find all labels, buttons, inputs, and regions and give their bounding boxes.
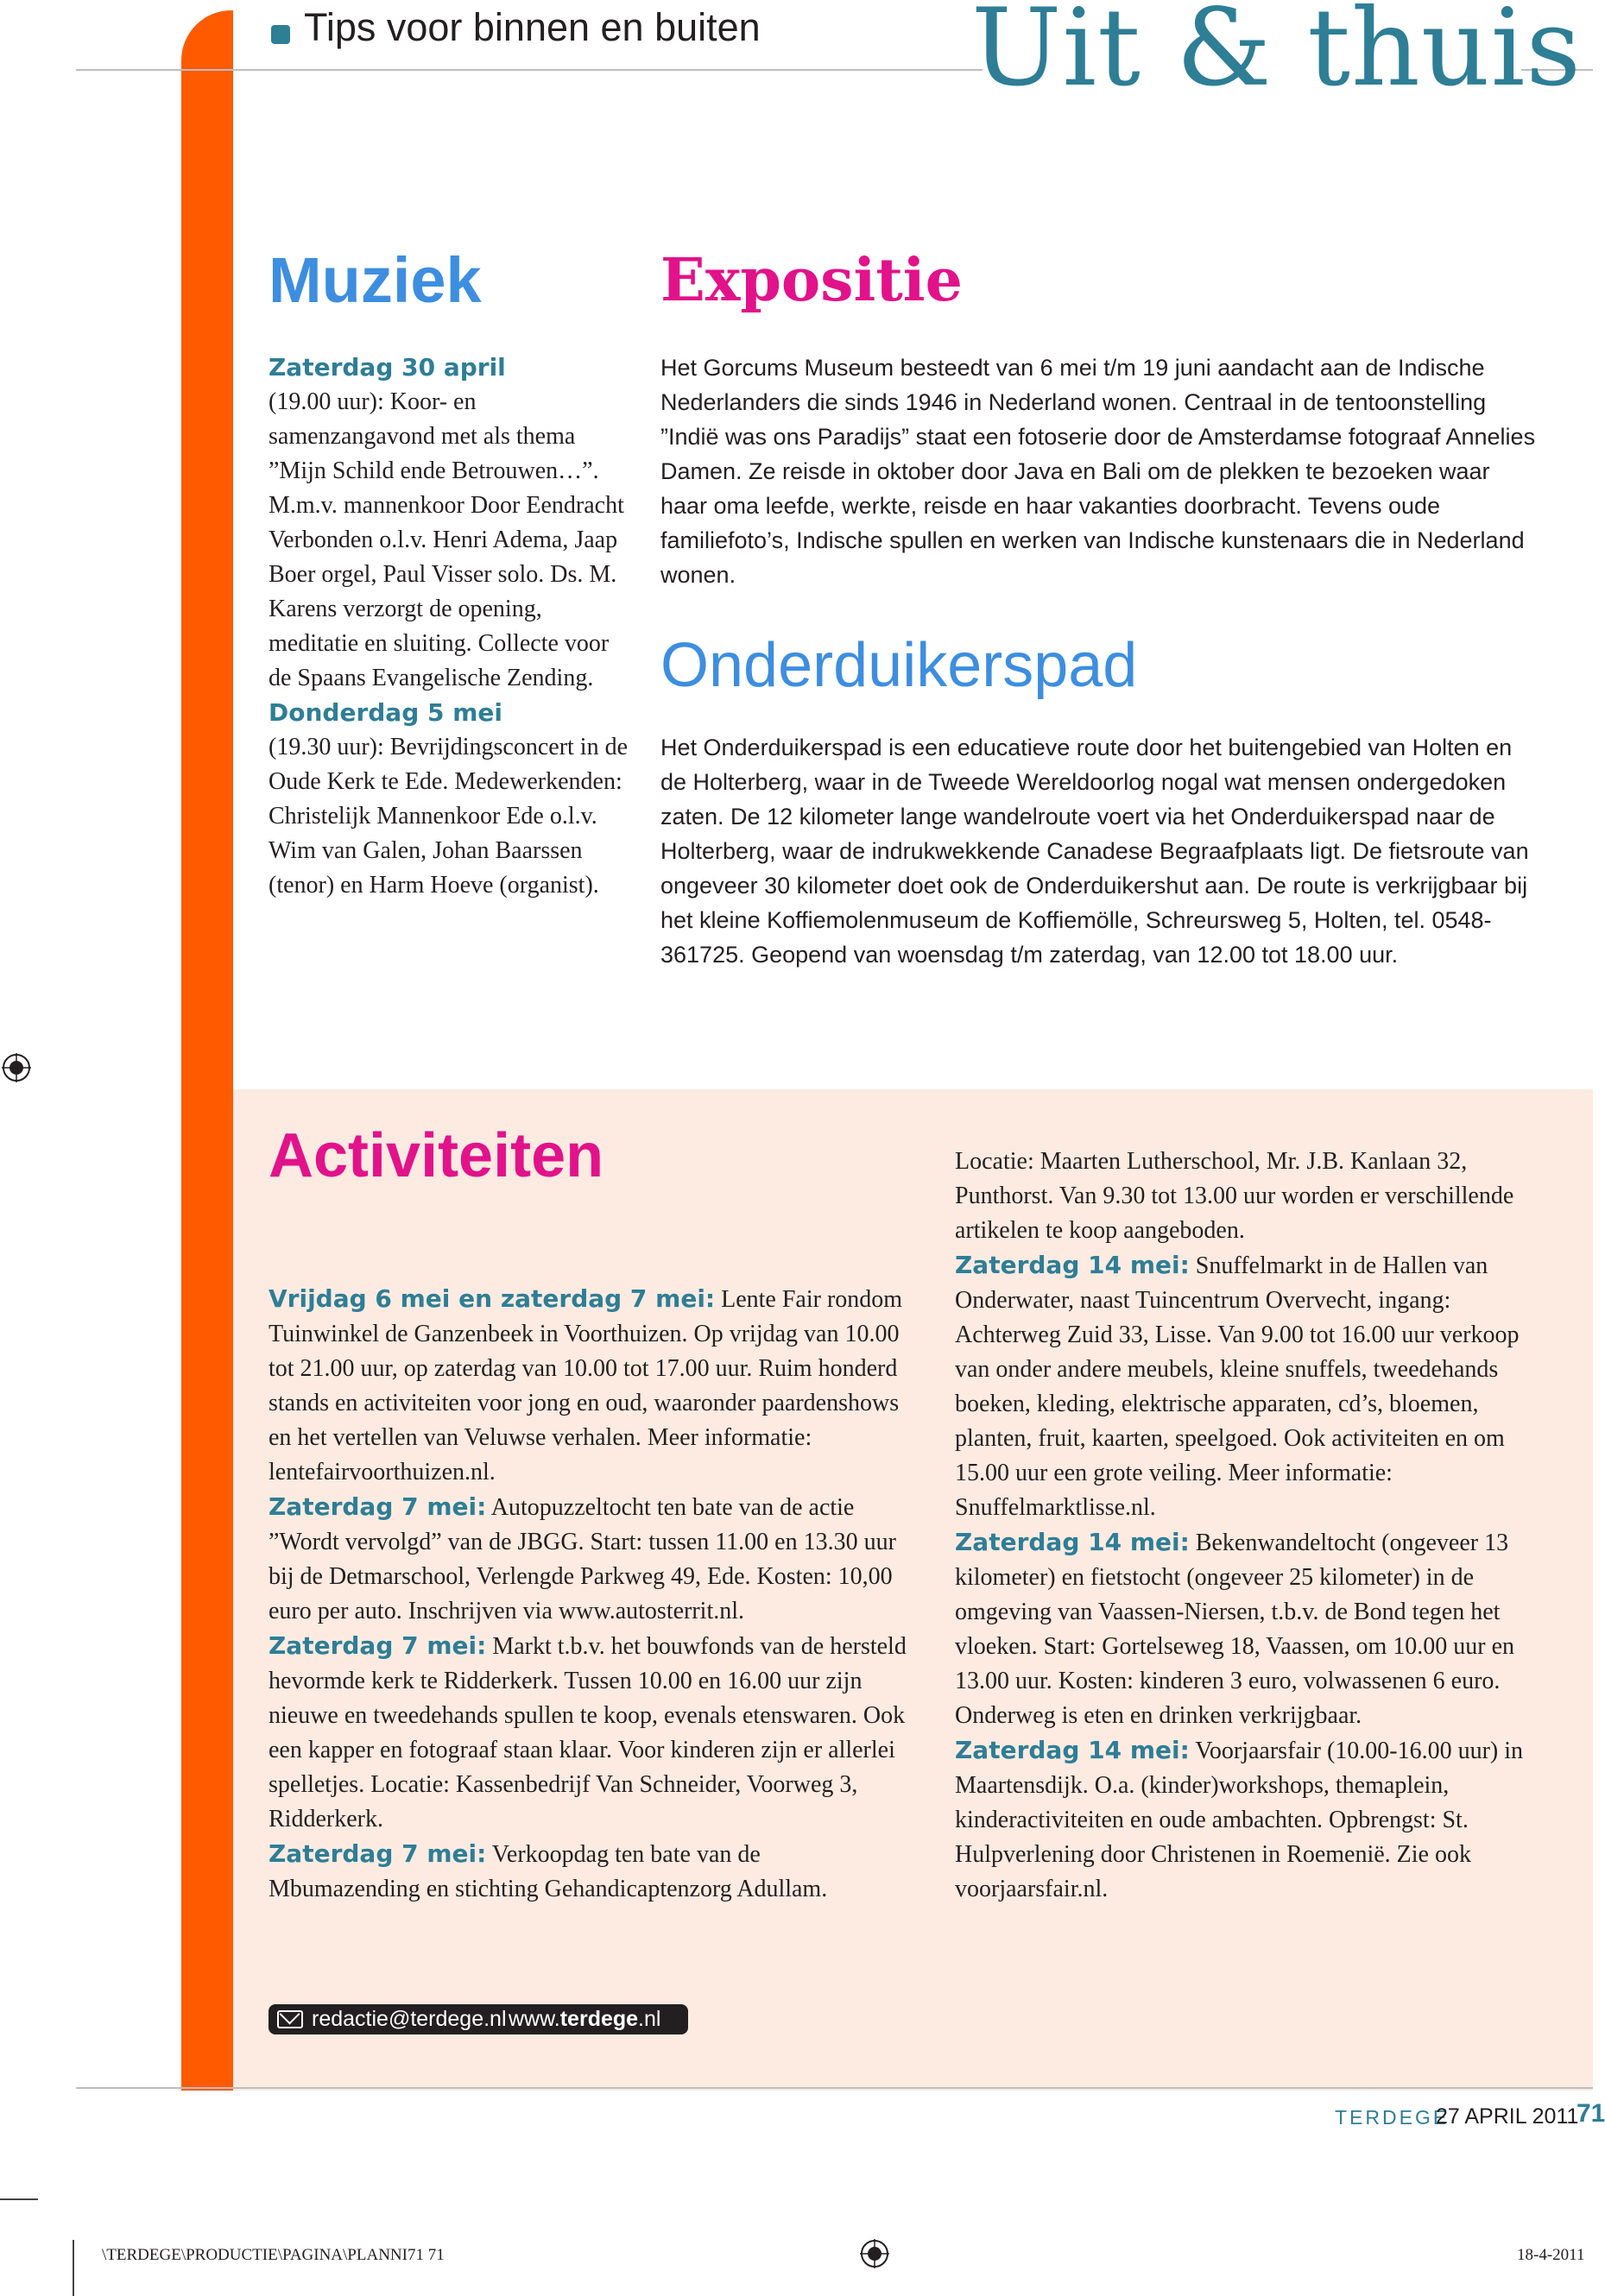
activiteiten-heading: Activiteiten	[269, 1121, 604, 1190]
activiteit-text: Lente Fair rondom Tuinwinkel de Ganzenbeek in Voorthuizen. Op vrijdag van 10.00 tot 21.00 uur, op zaterdag van 10.00 tot 17.00 uur. Ruim honderd stands en activiteiten voor jong en oud, waaronder paardenshows en het vertellen van Veluwse verhalen. Meer informatie: lentefairvoorthuizen.nl.	[269, 1286, 903, 1485]
muziek-heading: Muziek	[269, 244, 482, 316]
expositie-heading: Expositie	[660, 246, 963, 315]
activiteit-lead: Zaterdag 7 mei:	[269, 1631, 487, 1660]
slug-file-path: \TERDEGE\PRODUCTIE\PAGINA\PLANNI71 71	[102, 2246, 445, 2264]
page-title: Uit & thuis	[971, 0, 1583, 110]
activiteit-lead: Zaterdag 14 mei:	[955, 1736, 1190, 1764]
registration-mark-icon	[860, 2239, 889, 2268]
bottom-rule	[76, 2087, 1593, 2089]
activiteit-lead: Zaterdag 14 mei:	[955, 1528, 1190, 1556]
muziek-item-text: (19.30 uur): Bevrijdingsconcert in de Oude Kerk te Ede. Medewerkenden: Christelijk Mannenkoor Ede o.l.v. Wim van Galen, Johan Baarssen (tenor) en Harm Hoeve (organist).	[269, 734, 629, 899]
activiteit-item	[955, 1525, 1542, 1733]
activiteit-lead: Zaterdag 7 mei:	[269, 1839, 487, 1868]
onderduikerspad-body: Het Onderduikerspad is een educatieve route door het buitengebied van Holten en de Holterberg, waar in de Tweede Wereldoorlog nogal wat mensen ondergedoken zaten. De 12 kilometer lange wandelroute voert via het Onderduikerspad naar de Holterberg, waar de indrukwekkende Canadese Begraafplaats ligt. De fietsroute van ongeveer 30 kilometer doet ook de Onderduikershut aan. De route is verkrijgbaar bij het kleine Koffiemolenmuseum de Koffiemölle, Schreursweg 5, Holten, tel. 0548-361725. Geopend van woensdag t/m zaterdag, van 12.00 tot 18.00 uur.	[660, 735, 1529, 968]
crop-mark-vertical	[73, 2240, 74, 2296]
footer-page-number: 71	[1577, 2099, 1605, 2128]
activiteiten-right-column	[955, 1144, 1542, 1907]
contact-website-link[interactable]	[509, 2004, 660, 2034]
muziek-item-lead: Donderdag 5 mei	[269, 698, 502, 727]
onderduikerspad-heading: Onderduikerspad	[660, 631, 1138, 700]
activiteit-lead: Zaterdag 14 mei:	[955, 1251, 1190, 1279]
activiteit-lead: Vrijdag 6 mei en zaterdag 7 mei:	[269, 1284, 716, 1313]
activiteit-lead: Zaterdag 7 mei:	[269, 1492, 487, 1521]
footer-date: 27 APRIL 2011	[1436, 2104, 1579, 2129]
muziek-item-text: (19.00 uur): Koor- en samenzangavond met als thema ”Mijn Schild ende Betrouwen…”. M.m.v. mannenkoor Door Eendracht Verbonden o.l.v. Henri Adema, Jaap Boer orgel, Paul Visser solo. Ds. M. Karens verzorgt de opening, meditatie en sluiting. Collecte voor de Spaans Evangelische Zending.	[269, 388, 624, 691]
footer-magazine-name: TERDEGE	[1335, 2106, 1450, 2129]
activiteit-item	[269, 1837, 912, 1907]
activiteit-text: Locatie: Maarten Lutherschool, Mr. J.B. Kanlaan 32, Punthorst. Van 9.30 tot 13.00 uur worden er verschillende artikelen te koop aangeboden.	[955, 1148, 1514, 1244]
activiteit-item	[955, 1144, 1542, 1248]
activiteit-item	[955, 1733, 1542, 1907]
muziek-item	[269, 696, 631, 903]
activiteiten-left-column	[269, 1282, 912, 1907]
muziek-item	[269, 350, 631, 696]
muziek-body	[269, 350, 631, 903]
website-suffix: .nl	[638, 2007, 661, 2031]
muziek-item-lead: Zaterdag 30 april	[269, 353, 506, 382]
expositie-body: Het Gorcums Museum besteedt van 6 mei t/m 19 juni aandacht aan de Indische Nederlanders die sinds 1946 in Nederland wonen. Centraal in de tentoonstelling ”Indië was ons Paradijs” staat een fotoserie door de Amsterdamse fotograaf Annelies Damen. Ze reisde in oktober door Java en Bali om de plekken te bezoeken waar haar oma leefde, werkte, reisde en haar vakanties doorbracht. Tevens oude familiefoto’s, Indische spullen en werken van Indische kunstenaars die in Nederland wonen.	[660, 355, 1536, 588]
activiteit-item	[269, 1490, 912, 1629]
crop-mark	[0, 2198, 38, 2200]
activiteit-text: Voorjaarsfair (10.00-16.00 uur) in Maartensdijk. O.a. (kinder)workshops, themaplein, kinderactiviteiten en oude ambachten. Opbrengst: St. Hulpverlening door Christenen in Roemenië. Zie ook voorjaarsfair.nl.	[955, 1738, 1524, 1902]
contact-email-link[interactable]: redactie@terdege.nl	[312, 2007, 507, 2031]
activiteit-text: Markt t.b.v. het bouwfonds van de hersteld hevormde kerk te Ridderkerk. Tussen 10.00 en 16.00 uur zijn nieuwe en tweedehands spullen te koop, evenals etenswaren. Ook een kapper en fotograaf staan klaar. Voor kinderen zijn er allerlei spelletjes. Locatie: Kassenbedrijf Van Schneider, Voorweg 3, Ridderkerk.	[269, 1633, 907, 1832]
website-name: terdege	[559, 2007, 639, 2031]
mail-icon	[277, 2010, 303, 2028]
top-rule	[76, 69, 983, 71]
slug-date: 18-4-2011	[1517, 2246, 1585, 2264]
registration-mark-icon	[2, 1053, 31, 1082]
activiteit-text: Verkoopdag ten bate van de Mbumazending en stichting Gehandicaptenzorg Adullam.	[269, 1841, 828, 1902]
contact-bar	[269, 2004, 688, 2034]
activiteit-item	[269, 1282, 912, 1490]
activiteit-item	[955, 1248, 1542, 1525]
activiteit-item	[269, 1629, 912, 1837]
section-bullet-icon	[271, 25, 290, 44]
activiteit-text: Autopuzzeltocht ten bate van de actie ”Wordt vervolgd” van de JBGG. Start: tussen 11.00 en 13.30 uur bij de Detmarschool, Verlengde Parkweg 49, Ede. Kosten: 10,00 euro per auto. Inschrijven via www.autosterrit.nl.	[269, 1494, 896, 1624]
activiteit-text: Snuffelmarkt in de Hallen van Onderwater, naast Tuincentrum Overvecht, ingang: Achterweg Zuid 33, Lisse. Van 9.00 tot 16.00 uur verkoop van onder andere meubels, kleine snuffels, tweedehands boeken, kleding, elektrische apparaten, cd’s, bloemen, planten, fruit, kaarten, speelgoed. Ook activiteiten en om 15.00 uur een grote veiling. Meer informatie: Snuffelmarktlisse.nl.	[955, 1252, 1520, 1521]
section-label: Tips voor binnen en buiten	[304, 5, 761, 49]
website-prefix: www.	[509, 2007, 560, 2031]
orange-side-bar	[181, 10, 233, 2091]
activiteit-text: Bekenwandeltocht (ongeveer 13 kilometer) en fietstocht (ongeveer 25 kilometer) in de omgeving van Vaassen-Niersen, t.b.v. de Bond tegen het vloeken. Start: Gortelseweg 18, Vaassen, om 10.00 uur en 13.00 uur. Kosten: kinderen 3 euro, volwassenen 6 euro. Onderweg is eten en drinken verkrijgbaar.	[955, 1530, 1515, 1729]
